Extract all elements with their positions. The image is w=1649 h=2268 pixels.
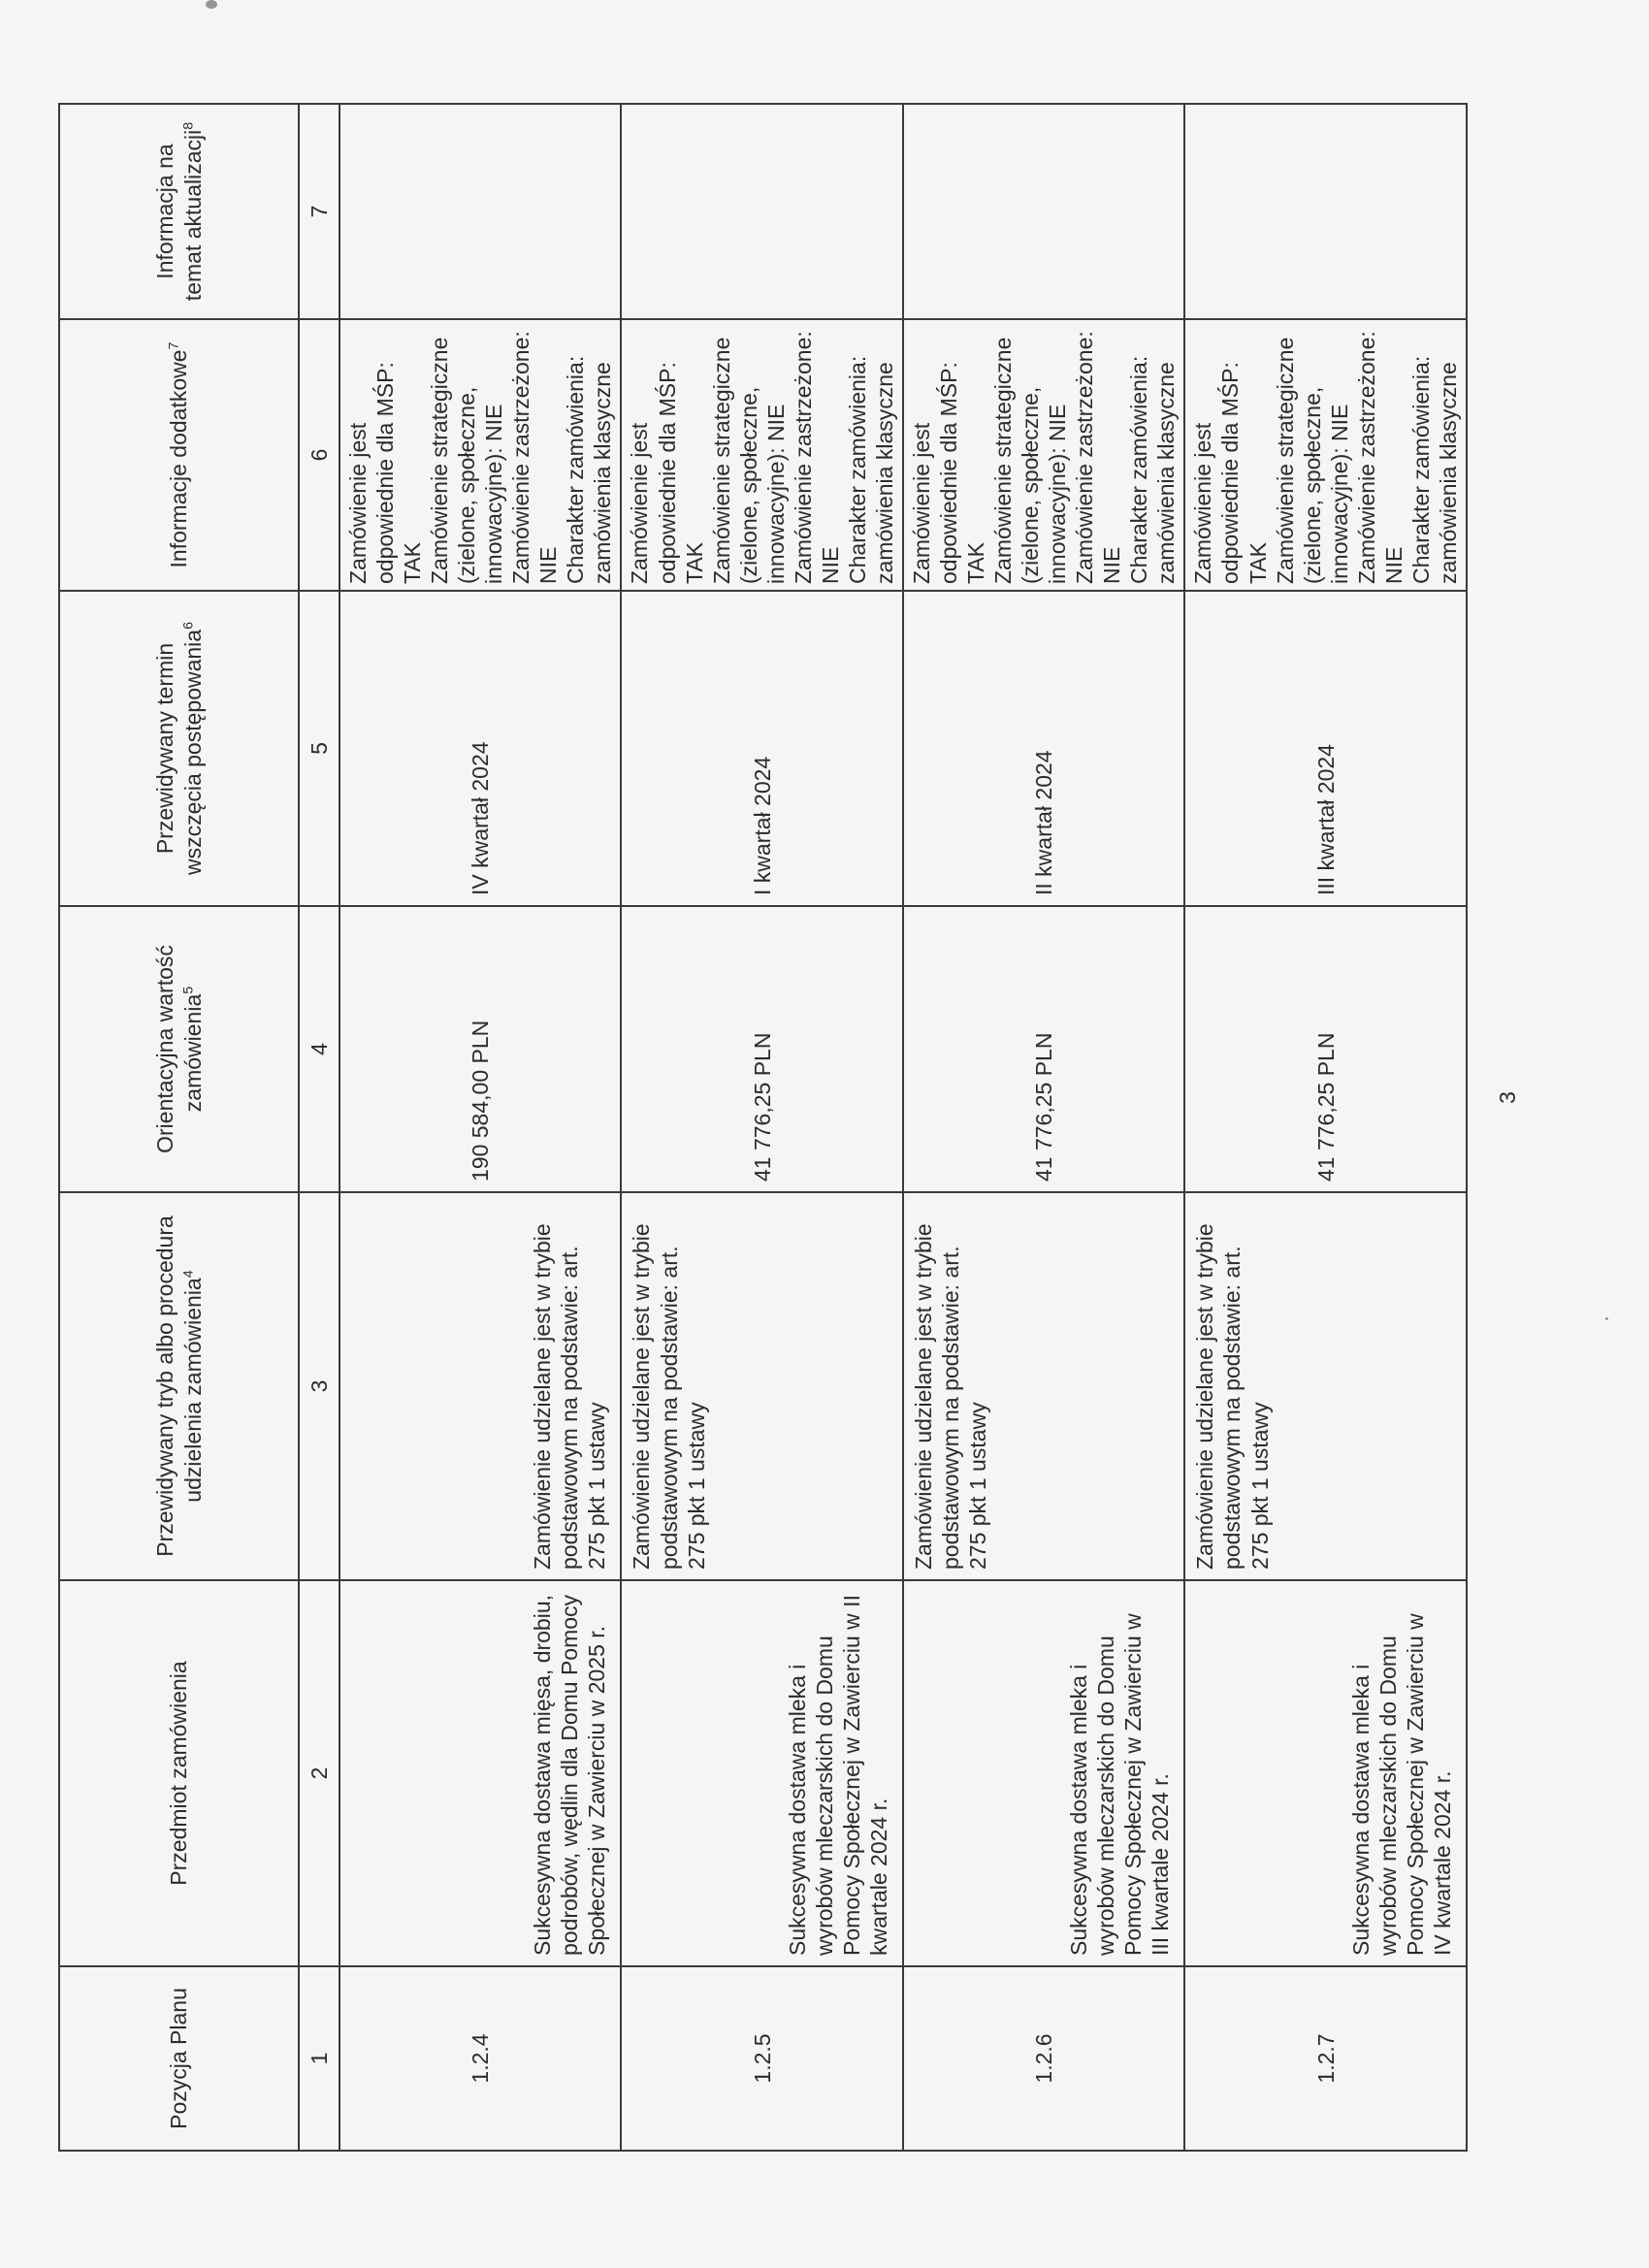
- info-line: Zamówienie jest odpowiednie dla MŚP: TAK: [1190, 362, 1271, 584]
- info-line: Charakter zamówienia: zamówienia klasyczne: [1126, 355, 1180, 584]
- column-number-row: [299, 104, 340, 2151]
- info-line: Zamówienie zastrzeżone: NIE: [508, 331, 562, 584]
- row-value: 41 776,25 PLN: [903, 906, 1184, 1192]
- row-value: 41 776,25 PLN: [621, 906, 902, 1192]
- row-info: [621, 319, 902, 591]
- row-mode: Zamówienie udzielane jest w trybie podstawowym na podstawie: art. 275 pkt 1 ustawy: [621, 1192, 902, 1580]
- info-line: Charakter zamówienia: zamówienia klasyczne: [1407, 355, 1461, 584]
- scan-speck: [1605, 1317, 1608, 1320]
- header-mode: Przewidywany tryb albo procedura udzielenia zamówienia$^4$: [59, 1192, 299, 1580]
- rotated-table-wrapper: [58, 105, 1461, 2152]
- column-number: 4: [299, 906, 340, 1192]
- row-position: 1.2.6: [903, 1966, 1184, 2151]
- row-position: 1.2.7: [1184, 1966, 1466, 2151]
- header-position: Pozycja Planu: [59, 1966, 299, 2151]
- row-position: 1.2.4: [340, 1966, 621, 2151]
- column-number: 1: [299, 1966, 340, 2151]
- info-line: Zamówienie strategiczne (zielone, społeczne, innowacyjne): NIE: [990, 337, 1071, 584]
- row-subject: Sukcesywna dostawa mleka i wyrobów mleczarskich do Domu Pomocy Społecznej w Zawierciu w III kwartale 2024 r.: [903, 1580, 1184, 1966]
- scan-speck: [206, 0, 217, 9]
- row-update: [340, 104, 621, 319]
- table-row: [1184, 104, 1466, 2151]
- header-info: Informacje dodatkowe$^7$: [59, 319, 299, 591]
- info-line: Zamówienie zastrzeżone: NIE: [1072, 331, 1125, 584]
- column-number: 7: [299, 104, 340, 319]
- header-value: Orientacyjna wartość zamówienia$^5$: [59, 906, 299, 1192]
- info-line: Charakter zamówienia: zamówienia klasyczne: [844, 355, 897, 584]
- row-subject: Sukcesywna dostawa mleka i wyrobów mleczarskich do Domu Pomocy Społecznej w Zawierciu w IV kwartale 2024 r.: [1184, 1580, 1466, 1966]
- table-row: [621, 104, 902, 2151]
- info-line: Zamówienie strategiczne (zielone, społeczne, innowacyjne): NIE: [708, 337, 789, 584]
- info-line: Zamówienie jest odpowiednie dla MŚP: TAK: [908, 362, 989, 584]
- header-update: Informacja na temat aktualizacji$^8$: [59, 104, 299, 319]
- table-row: [340, 104, 621, 2151]
- info-line: Zamówienie jest odpowiednie dla MŚP: TAK: [345, 362, 426, 584]
- row-term: III kwartał 2024: [1184, 591, 1466, 906]
- row-mode: Zamówienie udzielane jest w trybie podstawowym na podstawie: art. 275 pkt 1 ustawy: [1184, 1192, 1466, 1580]
- row-term: IV kwartał 2024: [340, 591, 621, 906]
- row-update: [903, 104, 1184, 319]
- row-subject: Sukcesywna dostawa mleka i wyrobów mleczarskich do Domu Pomocy Społecznej w Zawierciu w II kwartale 2024 r.: [621, 1580, 902, 1966]
- info-line: Zamówienie strategiczne (zielone, społeczne, innowacyjne): NIE: [427, 337, 507, 584]
- info-line: Zamówienie zastrzeżone: NIE: [790, 331, 843, 584]
- row-value: 41 776,25 PLN: [1184, 906, 1466, 1192]
- column-number: 6: [299, 319, 340, 591]
- row-info: [1184, 319, 1466, 591]
- row-value: 190 584,00 PLN: [340, 906, 621, 1192]
- info-line: Zamówienie strategiczne (zielone, społeczne, innowacyjne): NIE: [1272, 337, 1352, 584]
- row-info: [340, 319, 621, 591]
- column-number: 3: [299, 1192, 340, 1580]
- row-position: 1.2.5: [621, 1966, 902, 2151]
- page-number: 3: [1494, 1091, 1520, 1104]
- header-row: [59, 104, 299, 2151]
- row-term: II kwartał 2024: [903, 591, 1184, 906]
- info-line: Charakter zamówienia: zamówienia klasyczne: [563, 355, 616, 584]
- info-line: Zamówienie zastrzeżone: NIE: [1353, 331, 1406, 584]
- procurement-plan-table: [58, 103, 1468, 2152]
- row-update: [1184, 104, 1466, 319]
- row-mode: Zamówienie udzielane jest w trybie podstawowym na podstawie: art. 275 pkt 1 ustawy: [340, 1192, 621, 1580]
- table-row: [903, 104, 1184, 2151]
- column-number: 2: [299, 1580, 340, 1966]
- row-update: [621, 104, 902, 319]
- row-subject: Sukcesywna dostawa mięsa, drobiu, podrobów, wędlin dla Domu Pomocy Społecznej w Zawierciu w 2025 r.: [340, 1580, 621, 1966]
- row-info: [903, 319, 1184, 591]
- row-mode: Zamówienie udzielane jest w trybie podstawowym na podstawie: art. 275 pkt 1 ustawy: [903, 1192, 1184, 1580]
- header-term: Przewidywany termin wszczęcia postępowania$^6$: [59, 591, 299, 906]
- row-term: I kwartał 2024: [621, 591, 902, 906]
- header-subject: Przedmiot zamówienia: [59, 1580, 299, 1966]
- info-line: Zamówienie jest odpowiednie dla MŚP: TAK: [627, 362, 707, 584]
- column-number: 5: [299, 591, 340, 906]
